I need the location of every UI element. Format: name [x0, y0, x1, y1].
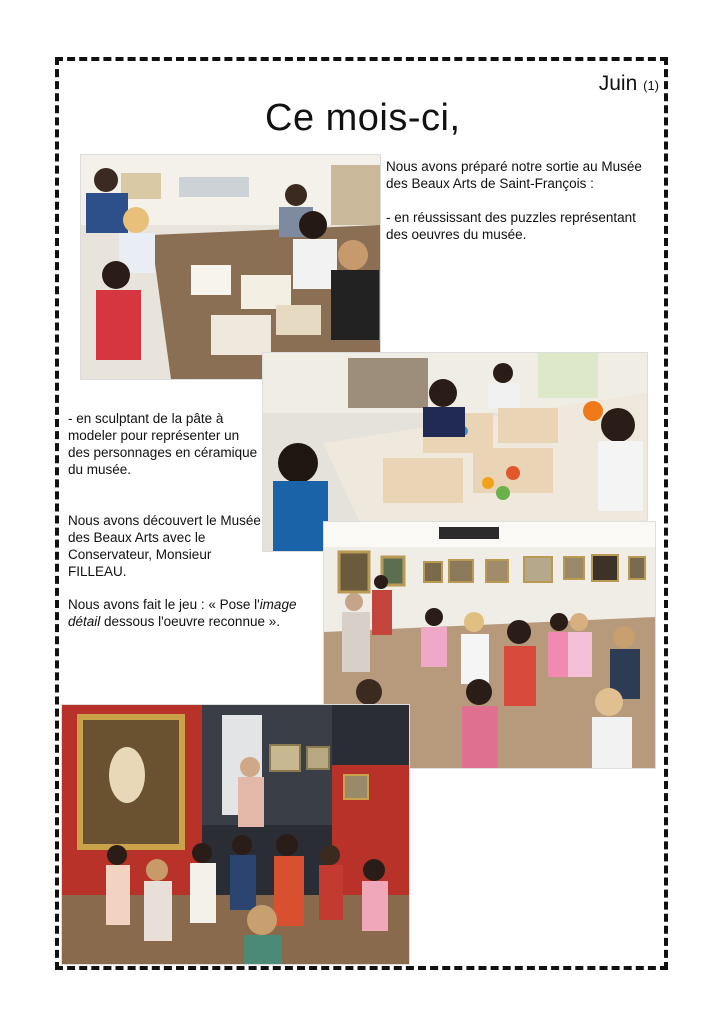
month-label: Juin: [598, 72, 638, 95]
month-heading: [599, 72, 659, 96]
page-title: Ce mois-ci,: [265, 97, 461, 139]
intro-paragraph: Nous avons préparé notre sortie au Musée des Beaux Arts de Saint-François :: [386, 159, 642, 191]
game-text-italic: image détail: [68, 597, 297, 629]
month-page-number: (1): [643, 78, 659, 93]
game-text-suffix: dessous l'oeuvre reconnue ».: [100, 614, 280, 629]
discover-paragraph: Nous avons découvert le Musée des Beaux Arts avec le Conservateur, Monsieur FILLEAU.: [68, 513, 261, 579]
game-paragraph: [68, 596, 318, 630]
puzzles-paragraph: - en réussissant des puzzles représentant des oeuvres du musée.: [386, 210, 636, 242]
game-text-prefix: Nous avons fait le jeu : « Pose l': [68, 597, 260, 612]
sculpt-paragraph: - en sculptant de la pâte à modeler pour représenter un des personnages en céramique du musée.: [68, 411, 258, 477]
photo-museum-painting-visit: [61, 704, 410, 965]
intro-text-block: [386, 158, 648, 243]
photo-children-puzzles: [80, 154, 381, 380]
